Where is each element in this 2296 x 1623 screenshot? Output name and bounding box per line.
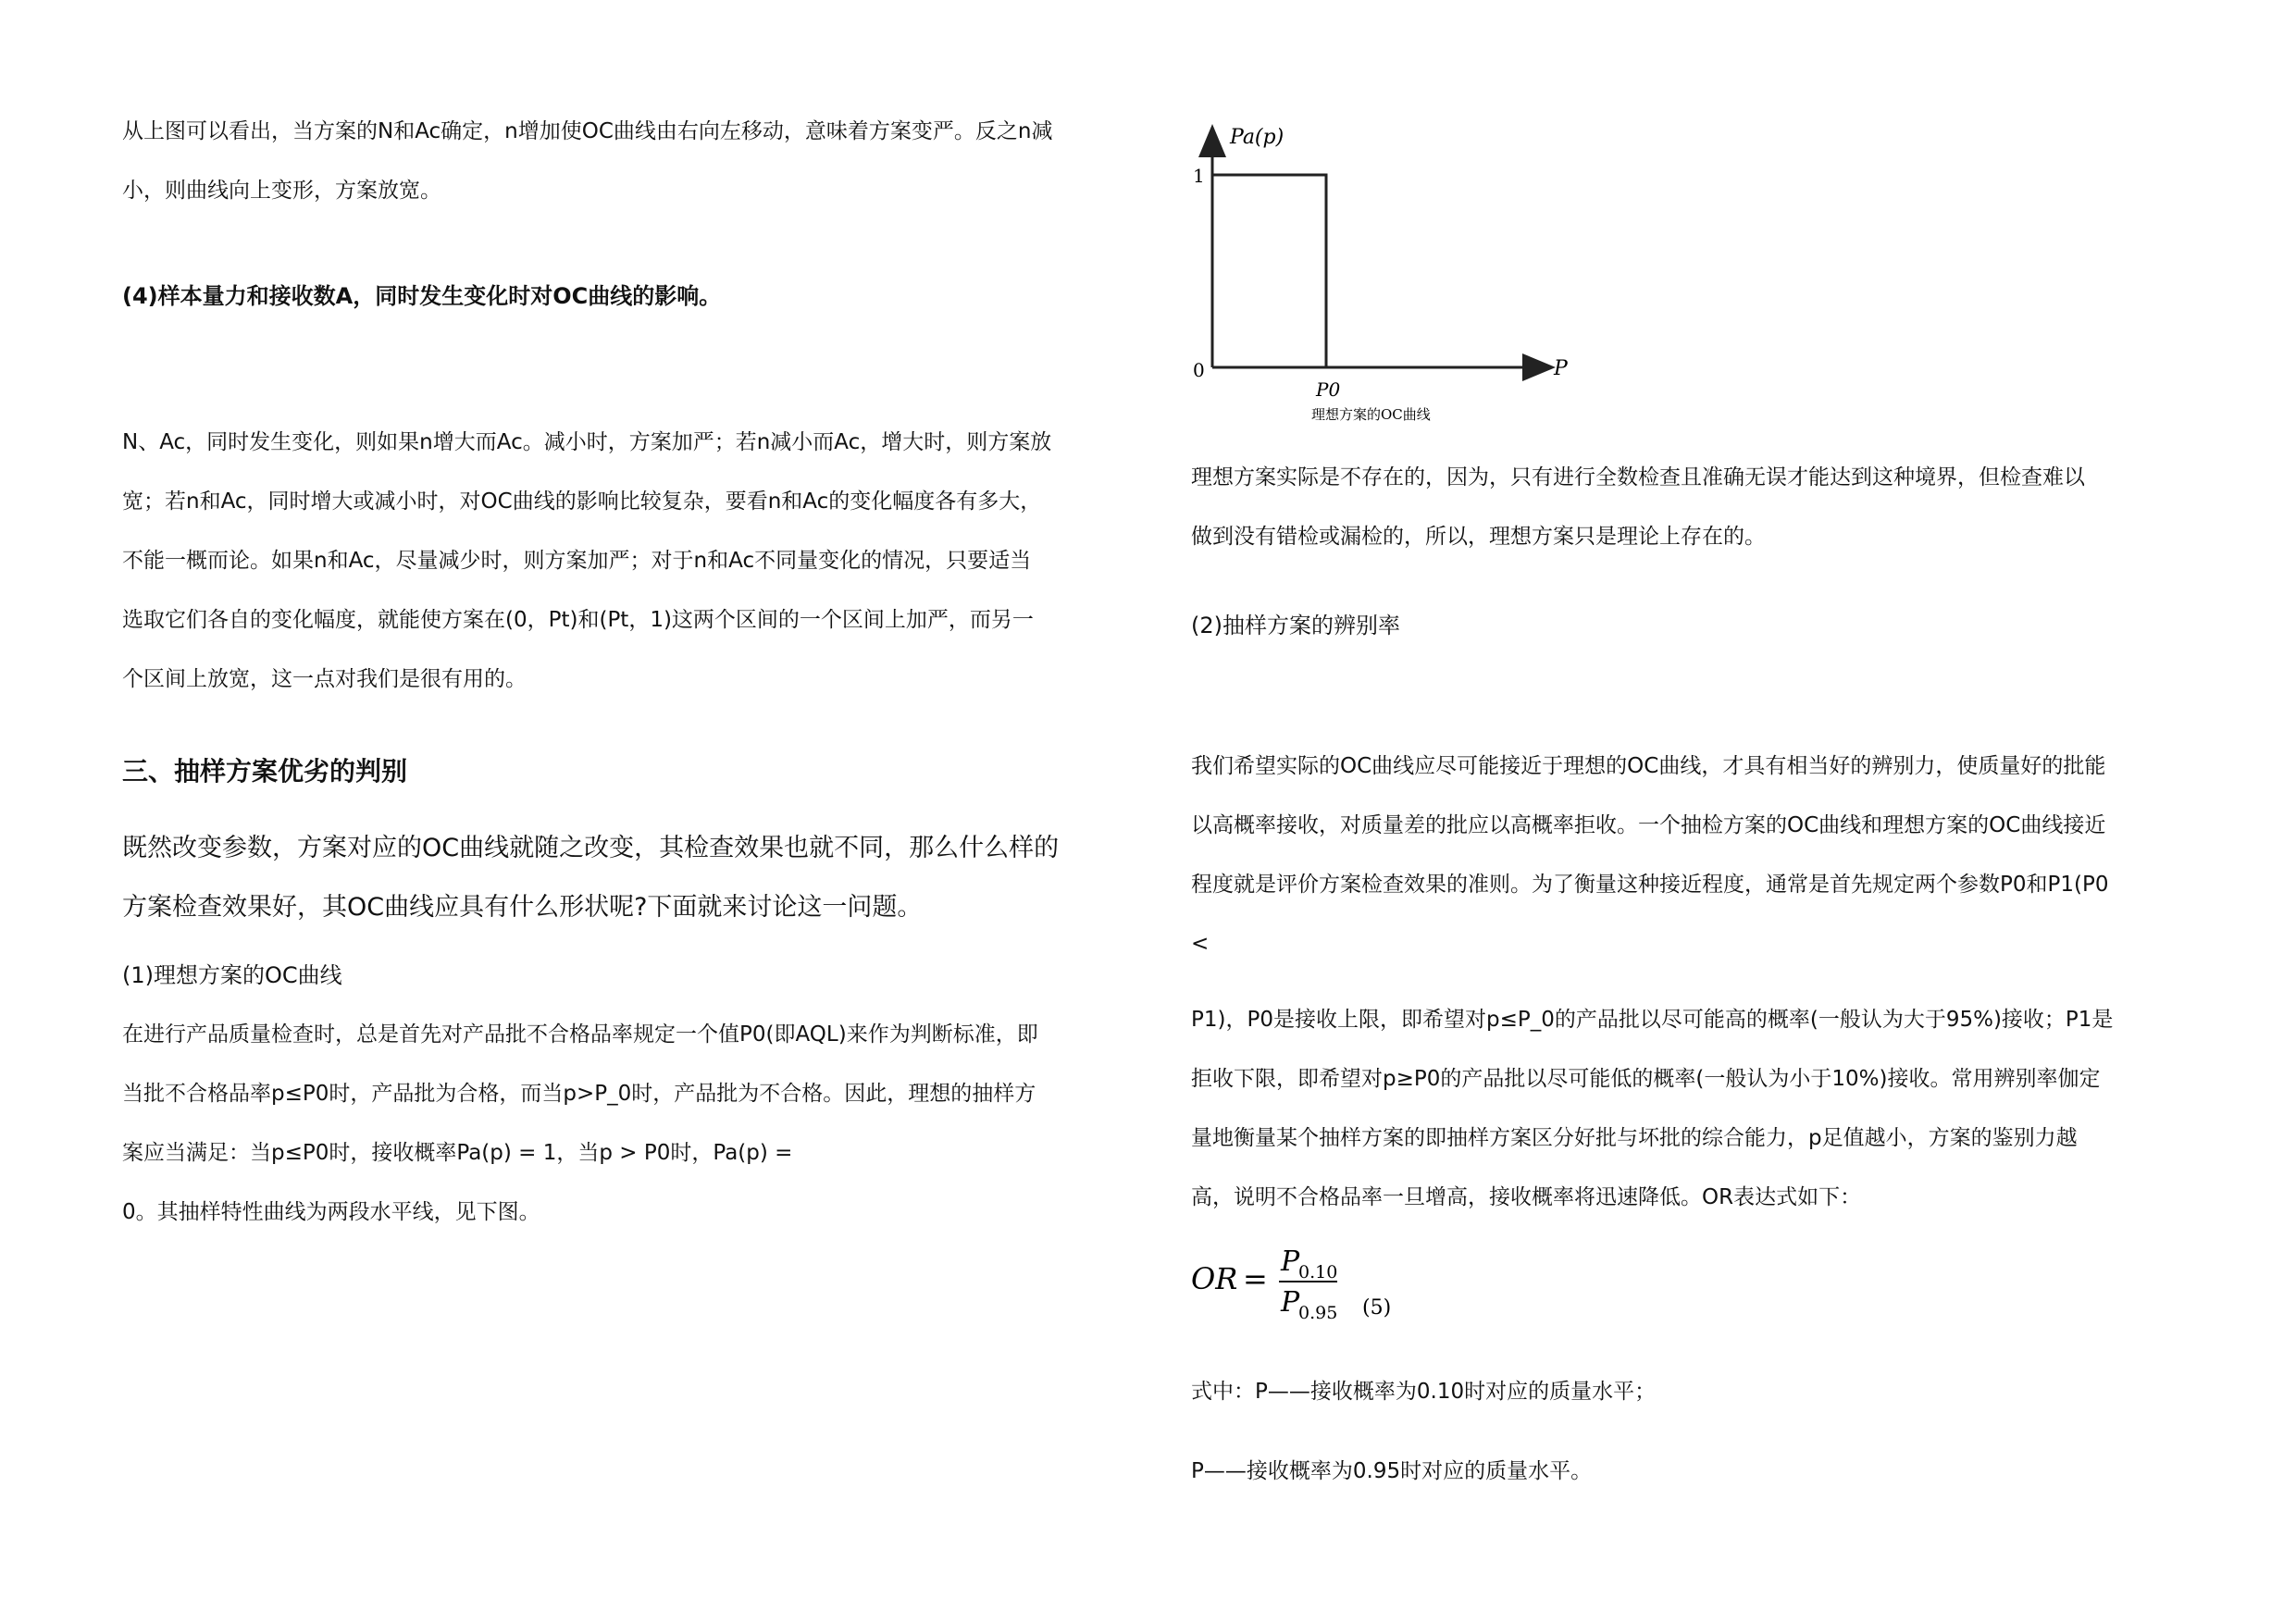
right-para2-line-1: 我们希望实际的OC曲线应尽可能接近于理想的OC曲线，才具有相当好的辨别力，使质量好的批能: [1191, 754, 2106, 778]
x-tick-p0: P0: [1316, 378, 1341, 401]
right-para1-line-2: 做到没有错检或漏检的，所以，理想方案只是理论上存在的。: [1191, 525, 1766, 549]
right-para2-line-7: 量地衡量某个抽样方案的即抽样方案区分好批与坏批的综合能力，p足值越小，方案的鉴别力越: [1191, 1126, 2078, 1150]
para2-line-1: N、Ac，同时发生变化，则如果n增大而Ac。减小时，方案加严；若n减小而Ac，增大时，则方案放: [122, 430, 1052, 454]
formula-number: (5): [1362, 1296, 1392, 1319]
formula-lhs: OR: [1191, 1261, 1238, 1296]
heading-4: (4)样本量力和接收数A，同时发生变化时对OC曲线的影响。: [122, 283, 722, 309]
right-para2-line-4: <: [1191, 932, 1210, 956]
para3-line-4: 0。其抽样特性曲线为两段水平线，见下图。: [122, 1200, 540, 1224]
right-para2-line-8: 高，说明不合格品率一旦增高，接收概率将迅速降低。OR表达式如下：: [1191, 1185, 1862, 1209]
subsection-2: (2)抽样方案的辨别率: [1191, 613, 1400, 638]
intro-line-1: 从上图可以看出，当方案的N和Ac确定，n增加使OC曲线由右向左移动，意味着方案变严。反之n减: [122, 119, 1053, 143]
big-line-1: 既然改变参数，方案对应的OC曲线就随之改变，其检查效果也就不同，那么什么样的: [122, 834, 1060, 862]
formula-den-sub: 0.95: [1298, 1303, 1338, 1323]
para2-line-4: 选取它们各自的变化幅度，就能使方案在(0，Pt)和(Pt，1)这两个区间的一个区间上加严，而另一: [122, 608, 1034, 632]
para2-line-5: 个区间上放宽，这一点对我们是很有用的。: [122, 667, 527, 691]
subsection-1: (1)理想方案的OC曲线: [122, 962, 342, 988]
or-formula: [1191, 1235, 1432, 1323]
origin-label: 0: [1193, 359, 1205, 381]
para2-line-3: 不能一概而论。如果n和Ac，尽量减少时，则方案加严；对于n和Ac不同量变化的情况，只要适当: [122, 549, 1032, 573]
right-para1-line-1: 理想方案实际是不存在的，因为，只有进行全数检查且准确无误才能达到这种境界，但检查难以: [1191, 465, 2085, 489]
big-line-2: 方案检查效果好，其OC曲线应具有什么形状呢?下面就来讨论这一问题。: [122, 893, 923, 922]
para3-line-2: 当批不合格品率p≤P0时，产品批为合格，而当p>P_0时，产品批为不合格。因此，理想的抽样方: [122, 1082, 1036, 1106]
formula-eq: =: [1243, 1261, 1268, 1296]
y-tick-1: 1: [1193, 165, 1205, 187]
para2-line-2: 宽；若n和Ac，同时增大或减小时，对OC曲线的影响比较复杂，要看n和Ac的变化幅度各有多大，: [122, 489, 1042, 514]
para3-line-1: 在进行产品质量检查时，总是首先对产品批不合格品率规定一个值P0(即AQL)来作为判断标准，即: [122, 1022, 1038, 1047]
right-para2-line-2: 以高概率接收，对质量差的批应以高概率拒收。一个抽检方案的OC曲线和理想方案的OC曲线接近: [1191, 813, 2106, 837]
x-axis-label: P: [1554, 357, 1568, 380]
ideal-oc-line: [1212, 175, 1326, 367]
definition-1: 式中：P——接收概率为0.10时对应的质量水平；: [1191, 1380, 1657, 1404]
formula-num-sub: 0.10: [1298, 1262, 1338, 1282]
intro-line-2: 小，则曲线向上变形，方案放宽。: [122, 179, 441, 203]
formula-den: P: [1281, 1286, 1300, 1319]
right-para2-line-6: 拒收下限，即希望对p≥P0的产品批以尽可能低的概率(一般认为小于10%)接收。常用辨别率伽定: [1191, 1067, 2101, 1091]
y-axis-label: Pa(p): [1230, 126, 1285, 149]
definition-2: P——接收概率为0.95时对应的质量水平。: [1191, 1459, 1593, 1483]
right-para2-line-5: P1)，P0是接收上限，即希望对p≤P_0的产品批以尽可能高的概率(一般认为大于95%)接收；P1是: [1191, 1008, 2114, 1032]
para3-line-3: 案应当满足：当p≤P0时，接收概率Pa(p) = 1，当p > P0时，Pa(p) =: [122, 1141, 793, 1165]
section-3-title: 三、抽样方案优劣的判别: [122, 756, 408, 787]
ideal-oc-curve-figure: [1191, 116, 1570, 426]
right-para2-line-3: 程度就是评价方案检查效果的准则。为了衡量这种接近程度，通常是首先规定两个参数P0和P1(P0: [1191, 873, 2109, 897]
formula-num: P: [1281, 1245, 1300, 1278]
figure-caption: 理想方案的OC曲线: [1311, 406, 1431, 423]
